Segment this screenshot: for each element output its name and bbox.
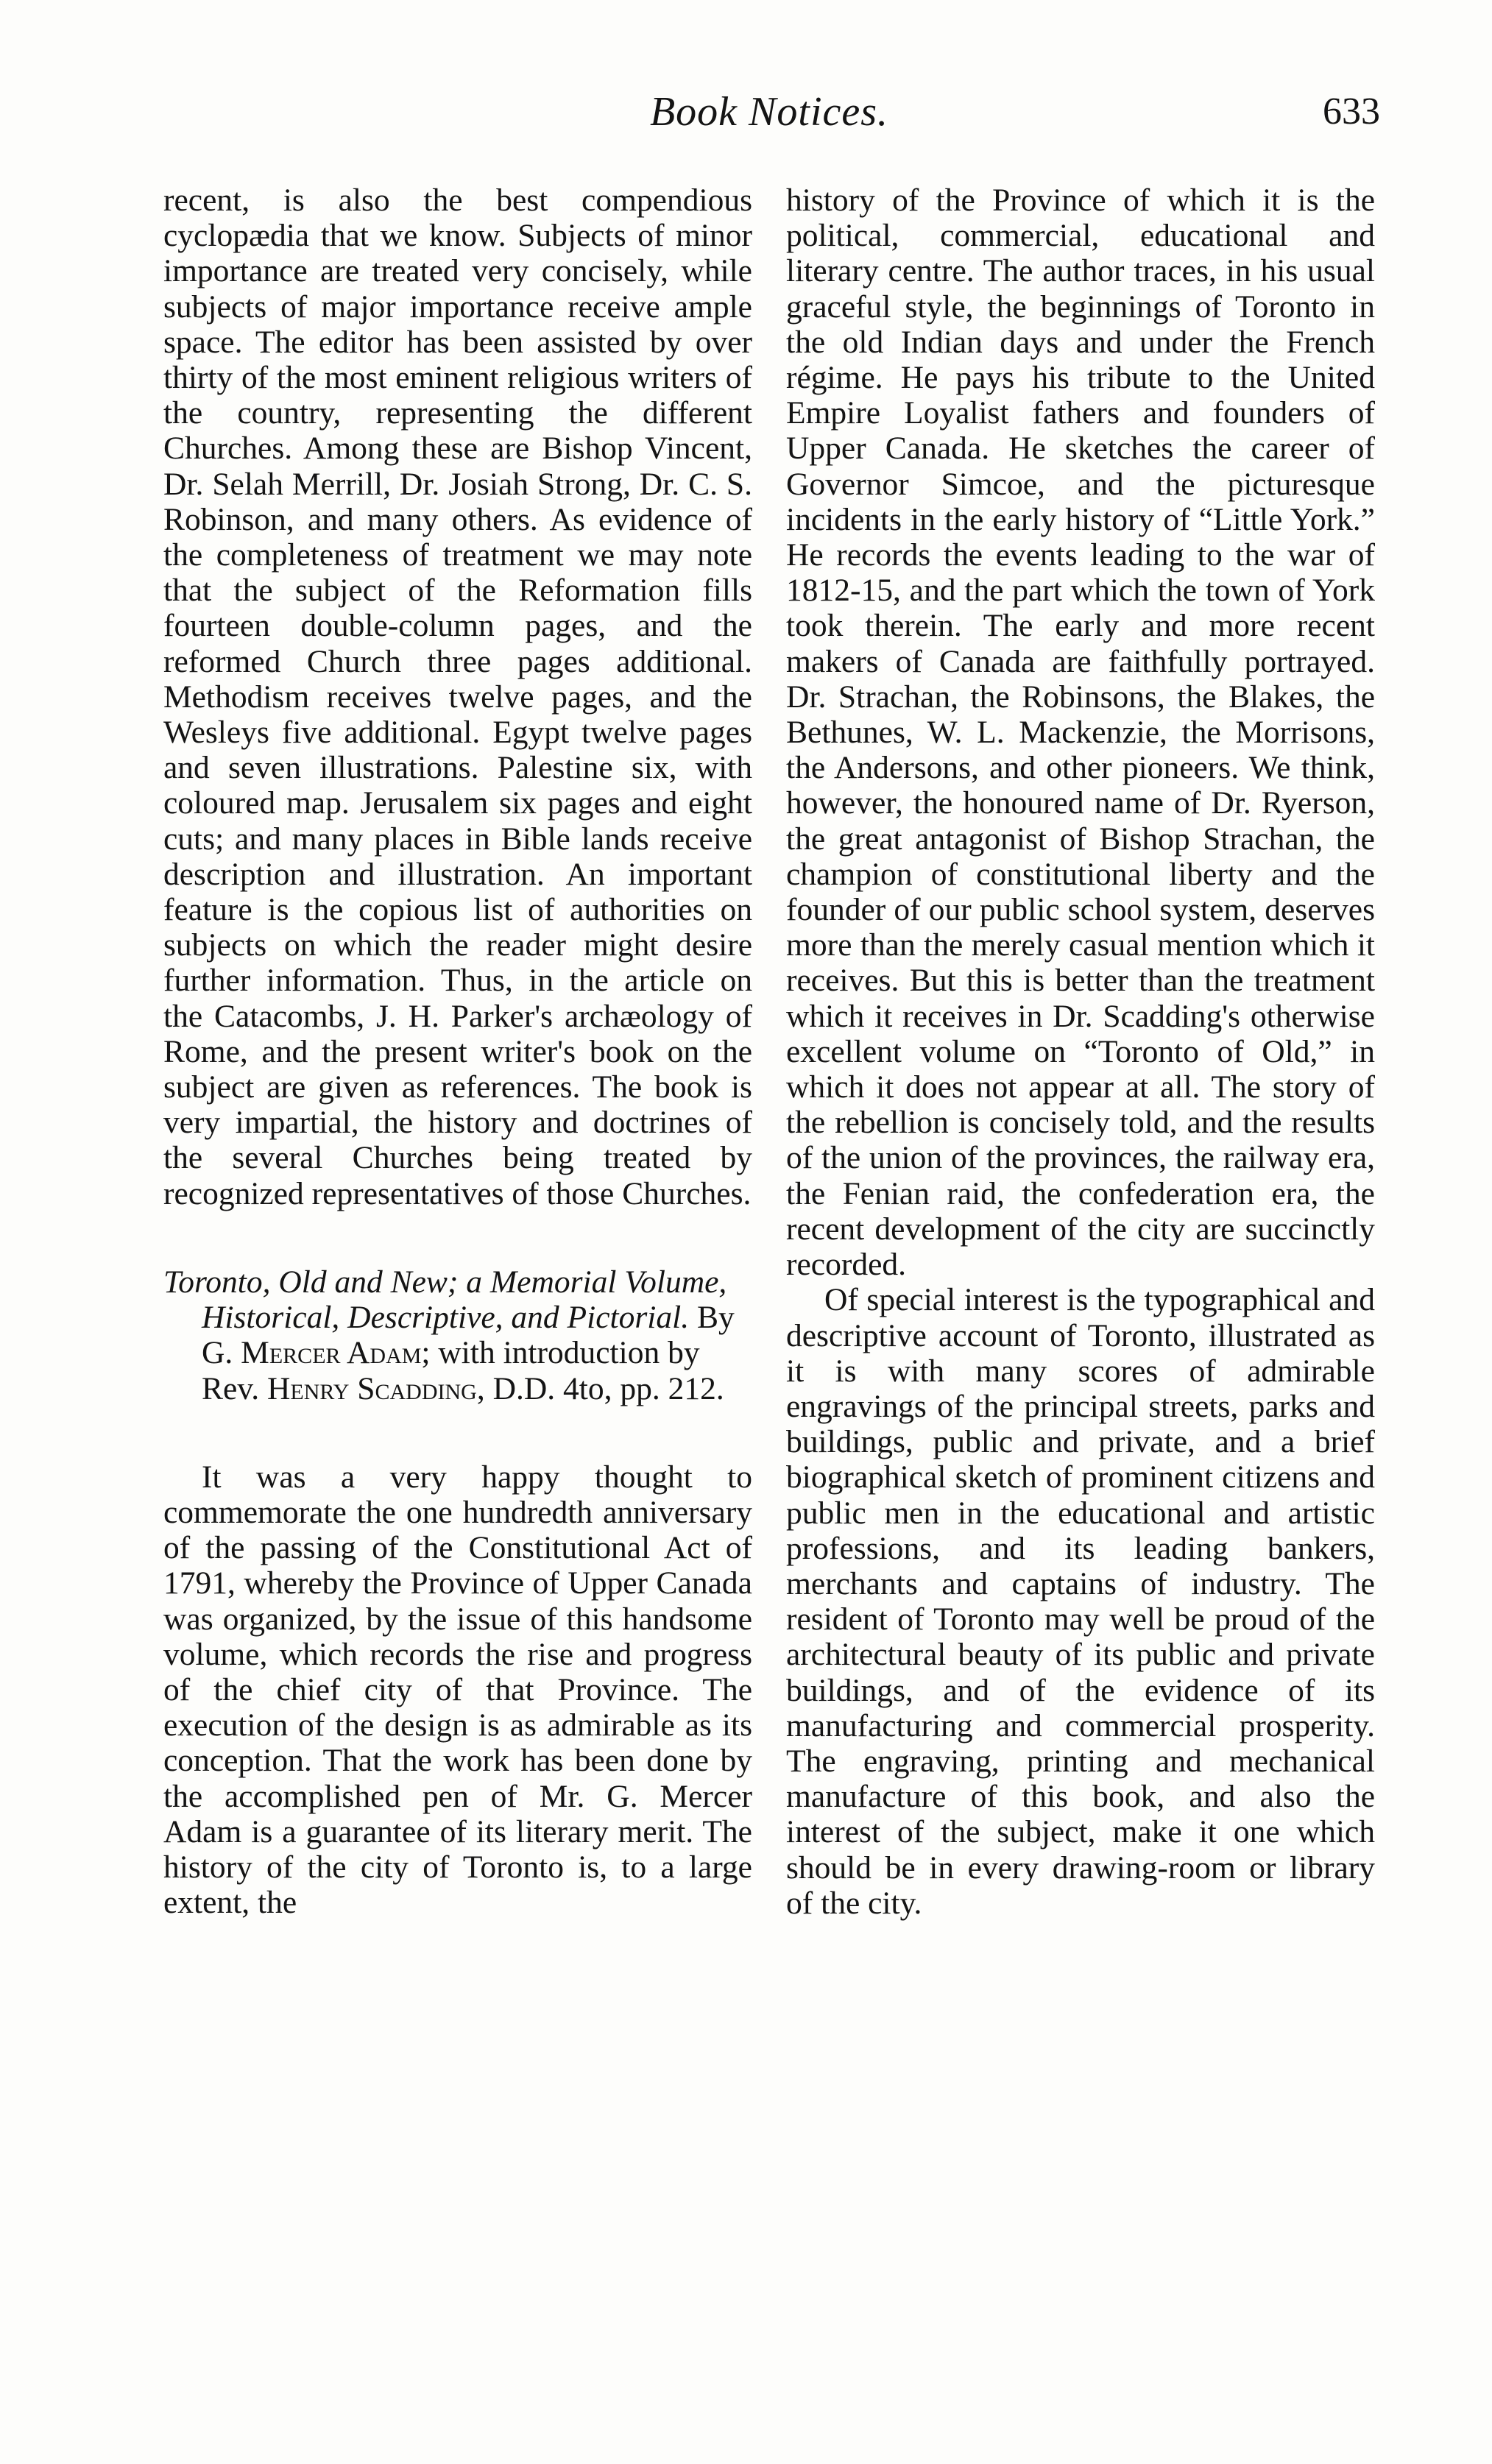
book-title: Toronto, Old and New; a Memorial Volume, Historical, Descriptive, and Pictorial.: [163, 1264, 727, 1336]
book-title-entry: [163, 1264, 752, 1406]
book-details: , D.D. 4to, pp. 212.: [476, 1370, 724, 1406]
review-paragraph-special-interest: Of special interest is the typographical and descriptive account of Toronto, illustrated as it is with many scores of admirable engravings of the principal streets, parks and buildings, public and private, and a brief biographical sketch of prominent citizens and public men in the educational and artistic professions, and its leading bankers, merchants and captains of industry. The resident of Toronto may well be proud of the architectural beauty of its public and private buildings, and of the evidence of its manufacturing and commercial prosperity. The engraving, printing and mechanical manufacture of this book, and also the interest of the subject, make it one which should be in every drawing-room or library of the city.: [786, 1282, 1375, 1921]
left-column: [163, 183, 752, 1920]
right-column: [786, 183, 1375, 1921]
running-head: [158, 88, 1380, 140]
book-intro: ; with introduction by Rev.: [202, 1335, 700, 1406]
book-by: By: [696, 1300, 735, 1336]
author-name: G. Mercer Adam: [202, 1335, 422, 1371]
paragraph-continued: recent, is also the best compendious cyclopædia that we know. Subjects of minor importance are treated very concisely, while subjects of major importance receive ample space. The editor has been assisted by over thirty of the most eminent religious writers of the country, representing the different Churches. Among these are Bishop Vincent, Dr. Selah Merrill, Dr. Josiah Strong, Dr. C. S. Robinson, and many others. As evidence of the completeness of treatment we may note that the subject of the Reformation fills fourteen double-column pages, and the reformed Church three pages additional. Methodism receives twelve pages, and the Wesleys five additional. Egypt twelve pages and seven illustrations. Palestine six, with coloured map. Jerusalem six pages and eight cuts; and many places in Bible lands receive description and illustration. An important feature is the copious list of authorities on subjects on which the reader might desire further information. Thus, in the article on the Catacombs, J. H. Parker's archæology of Rome, and the present writer's book on the subject are given as references. The book is very impartial, the history and doctrines of the several Churches being treated by recognized representatives of those Churches.: [163, 183, 752, 1211]
running-title: Book Notices.: [649, 89, 889, 135]
page-number: 633: [1323, 91, 1380, 132]
intro-author-name: Henry Scadding: [267, 1370, 477, 1406]
review-paragraph: It was a very happy thought to commemorate the one hundredth anniversary of the passing of the Constitutional Act of 1791, whereby the Province of Upper Canada was organized, by the issue of this handsome volume, which records the rise and progress of the chief city of that Province. The execution of the design is as admirable as its conception. That the work has been done by the accomplished pen of Mr. G. Mercer Adam is a guarantee of its literary merit. The history of the city of Toronto is, to a large extent, the: [163, 1459, 752, 1921]
review-paragraph-continued: history of the Province of which it is the political, commercial, educational and literary centre. The author traces, in his usual graceful style, the beginnings of Toronto in the old Indian days and under the French régime. He pays his tribute to the United Empire Loyalist fathers and founders of Upper Canada. He sketches the career of Governor Simcoe, and the picturesque incidents in the early history of “Little York.” He records the events leading to the war of 1812-15, and the part which the town of York took therein. The early and more recent makers of Canada are faithfully portrayed. Dr. Strachan, the Robinsons, the Blakes, the Bethunes, W. L. Mackenzie, the Morrisons, the Andersons, and other pioneers. We think, however, the honoured name of Dr. Ryerson, the great antagonist of Bishop Strachan, the champion of constitutional liberty and the founder of our public school system, deserves more than the merely casual mention which it receives. But this is better than the treatment which it receives in Dr. Scadding's otherwise excellent volume on “Toronto of Old,” in which it does not appear at all. The story of the rebellion is concisely told, and the results of the union of the provinces, the railway era, the Fenian raid, the confederation era, the recent development of the city are succinctly recorded.: [786, 183, 1375, 1283]
